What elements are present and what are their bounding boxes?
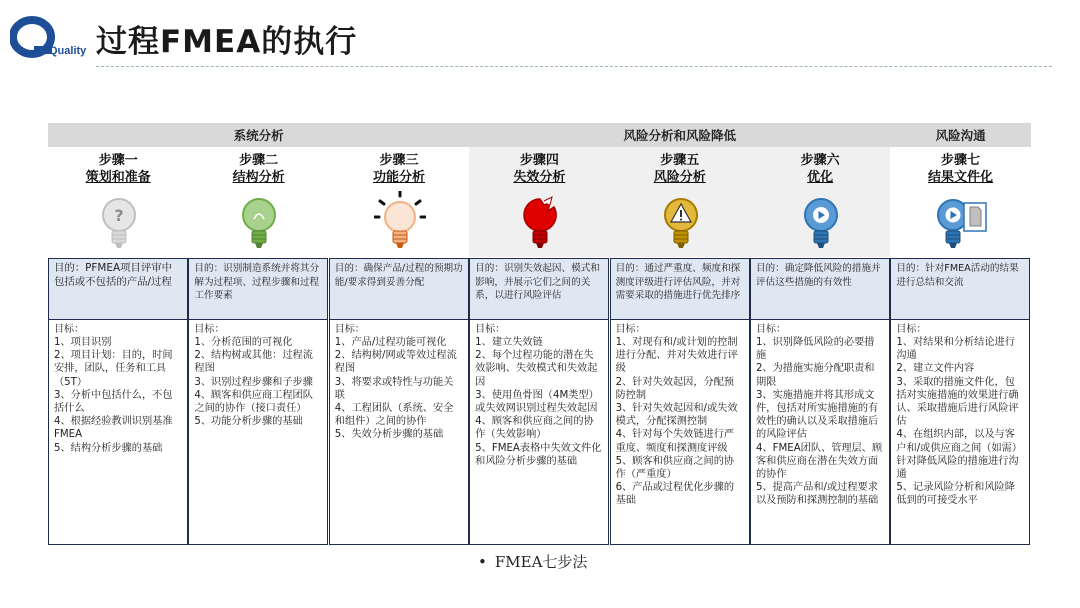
- goal-item: 5、结构分析步骤的基础: [54, 442, 163, 454]
- step-column-3: [329, 147, 469, 545]
- step-name: 失效分析: [513, 170, 566, 185]
- step-purpose: 目的：识别制造系统并将其分解为过程项、过程步骤和过程工作要素: [188, 258, 328, 320]
- goals-header: 目标：: [194, 324, 225, 335]
- plain-bulb-icon: [233, 191, 285, 255]
- step-column-2: [188, 147, 328, 545]
- goals-header: 目标：: [755, 324, 786, 335]
- goal-item: 5、记录风险分析和风险降低到的可接受水平: [896, 482, 1015, 507]
- step-header: [48, 147, 188, 257]
- figure-caption: [478, 551, 587, 572]
- goal-item: 2、结构树/网或等效过程流程图: [334, 350, 457, 375]
- page-title: 过程FMEA的执行: [96, 24, 358, 60]
- goals-header: 目标：: [475, 324, 506, 335]
- steps-grid: [48, 147, 1031, 545]
- goal-item: 4、在组织内部，以及与客户和/或供应商之间（如需）针对降低风险的措施进行沟通: [896, 429, 1023, 481]
- step-purpose: 目的：确定降低风险的措施并评估这些措施的有效性: [750, 258, 890, 320]
- goal-item: 4、顾客和供应商之间的协作（失效影响）: [475, 416, 594, 441]
- step-column-4: [469, 147, 609, 545]
- goal-item: 1、建立失效链: [475, 337, 543, 348]
- goal-item: 1、项目识别: [54, 337, 112, 348]
- step-label: 步骤一: [98, 153, 138, 168]
- goal-item: 3、将要求或特性与功能关联: [334, 376, 454, 401]
- title-divider: [96, 66, 1052, 67]
- goal-item: 4、针对每个失效链进行严重度、频度和探测度评级: [615, 429, 735, 454]
- goal-item: 5、提高产品和/或过程要求以及预防和探测控制的基础: [755, 482, 879, 507]
- step-label: 步骤七: [941, 153, 981, 168]
- svg-text:?: ?: [114, 206, 124, 225]
- goal-item: 2、每个过程功能的潜在失效影响、失效模式和失效起因: [475, 350, 598, 388]
- phase-header-bar: [48, 123, 1031, 147]
- step-name: 策划和准备: [85, 170, 151, 185]
- step-label: 步骤六: [800, 153, 840, 168]
- goal-item: 2、针对失效起因，分配预防控制: [615, 376, 735, 401]
- phase-risk-analysis: 风险分析和风险降低: [623, 128, 737, 143]
- step-label: 步骤二: [239, 153, 279, 168]
- step-goals: [329, 320, 469, 545]
- step-purpose: 目的：确保产品/过程的预期功能/要求得到妥善分配: [329, 258, 469, 320]
- broken-bulb-icon: [514, 191, 566, 255]
- step-column-6: [750, 147, 890, 545]
- step-name: 结构分析: [232, 170, 285, 185]
- play-bulb-icon: [795, 191, 847, 255]
- step-goals: [48, 320, 188, 545]
- step-header: [750, 147, 890, 257]
- step-label: 步骤三: [379, 153, 419, 168]
- goal-item: 5、顾客和供应商之间的协作（严重度）: [615, 455, 735, 481]
- goal-item: 2、建立文件内容: [896, 363, 975, 375]
- step-purpose: 目的：PFMEA项目评审中包括或不包括的产品/过程: [48, 258, 188, 320]
- goal-item: 2、结构树或其他：过程流程图: [194, 350, 313, 375]
- phase-risk-communication: 风险沟通: [935, 128, 986, 143]
- step-name: 风险分析: [653, 170, 706, 185]
- goal-item: 1、对现有和/或计划的控制进行分配、并对失效进行评级: [615, 337, 738, 375]
- step-header: [890, 147, 1030, 257]
- goal-item: 4、工程团队（系统、安全和组件）之间的协作: [334, 403, 454, 428]
- goal-item: 3、识别过程步骤和子步骤: [194, 376, 313, 388]
- goal-item: 5、FMEA表格中失效文件化和风险分析步骤的基础: [475, 442, 602, 467]
- step-name: 功能分析: [372, 170, 425, 185]
- goal-item: 4、顾客和供应商工程团队之间的协作（接口责任）: [194, 389, 313, 415]
- step-purpose: 目的：针对FMEA活动的结果进行总结和交流: [890, 258, 1030, 320]
- goals-header: 目标：: [54, 324, 84, 335]
- step-name: 结果文件化: [928, 170, 994, 185]
- step-header: [469, 147, 609, 257]
- step-goals: [469, 320, 609, 545]
- goals-header: 目标：: [615, 324, 646, 335]
- warning-triangle-icon: [655, 191, 707, 255]
- goal-item: 4、根据经验教训识别基准FMEA: [54, 416, 173, 441]
- step-name: 优化: [807, 170, 834, 185]
- logo-text: Quality: [49, 45, 87, 57]
- goal-item: 3、采取的措施文件化，包括对实施措施的效果进行确认、采取措施后进行风险评估: [896, 376, 1019, 428]
- step-header: [329, 147, 469, 257]
- goal-item: 5、功能分析步骤的基础: [194, 416, 303, 428]
- goal-item: 5、失效分析步骤的基础: [334, 429, 444, 441]
- goal-item: 3、使用鱼骨图（4M类型）或失效网识别过程失效起因: [475, 389, 599, 415]
- glowing-bulb-icon: [374, 191, 426, 255]
- goal-item: 6、产品或过程优化步骤的基础: [615, 482, 735, 507]
- play-bulb-document-icon: [935, 191, 987, 255]
- step-purpose: 目的：识别失效起因、模式和影响，并展示它们之间的关系，以进行风险评估: [469, 258, 609, 320]
- goals-header: 目标：: [896, 324, 927, 335]
- goal-item: 3、实施措施并将其形成文件，包括对所实施措施的有效性的确认以及采取措施后的风险评估: [755, 389, 879, 441]
- goal-item: 4、FMEA团队、管理层、顾客和供应商在潜在失效方面的协作: [755, 442, 883, 481]
- goal-item: 1、分析范围的可视化: [194, 337, 293, 348]
- bullet-icon: •: [478, 553, 487, 571]
- step-purpose: 目的：通过严重度、频度和探测度评级进行评估风险，并对需要采取的措施进行优先排序: [610, 258, 750, 320]
- goal-item: 2、为措施实施分配职责和期限: [755, 363, 875, 388]
- goals-header: 目标：: [334, 324, 365, 335]
- step-column-5: [610, 147, 750, 545]
- step-goals: [188, 320, 328, 545]
- quality-logo: [10, 16, 90, 58]
- goal-item: 3、针对失效起因和/或失效模式，分配探测控制: [615, 403, 738, 428]
- step-goals: [750, 320, 890, 545]
- step-header: [610, 147, 750, 257]
- goal-item: 2、项目计划：目的，时间安排，团队，任务和工具（5T）: [54, 350, 173, 388]
- goal-item: 1、识别降低风险的必要措施: [755, 337, 875, 362]
- step-goals: [890, 320, 1030, 545]
- step-header: [188, 147, 328, 257]
- step-label: 步骤四: [519, 153, 559, 168]
- goal-item: 3、分析中包括什么，不包括什么: [54, 389, 173, 415]
- step-goals: [610, 320, 750, 545]
- step-column-1: [48, 147, 188, 545]
- goal-item: 1、对结果和分析结论进行沟通: [896, 337, 1015, 362]
- step-column-7: [890, 147, 1030, 545]
- question-mark-icon: [93, 191, 145, 255]
- caption-text: FMEA七步法: [494, 553, 588, 571]
- phase-system-analysis: 系统分析: [233, 128, 284, 143]
- step-label: 步骤五: [660, 153, 700, 168]
- goal-item: 1、产品/过程功能可视化: [334, 337, 447, 348]
